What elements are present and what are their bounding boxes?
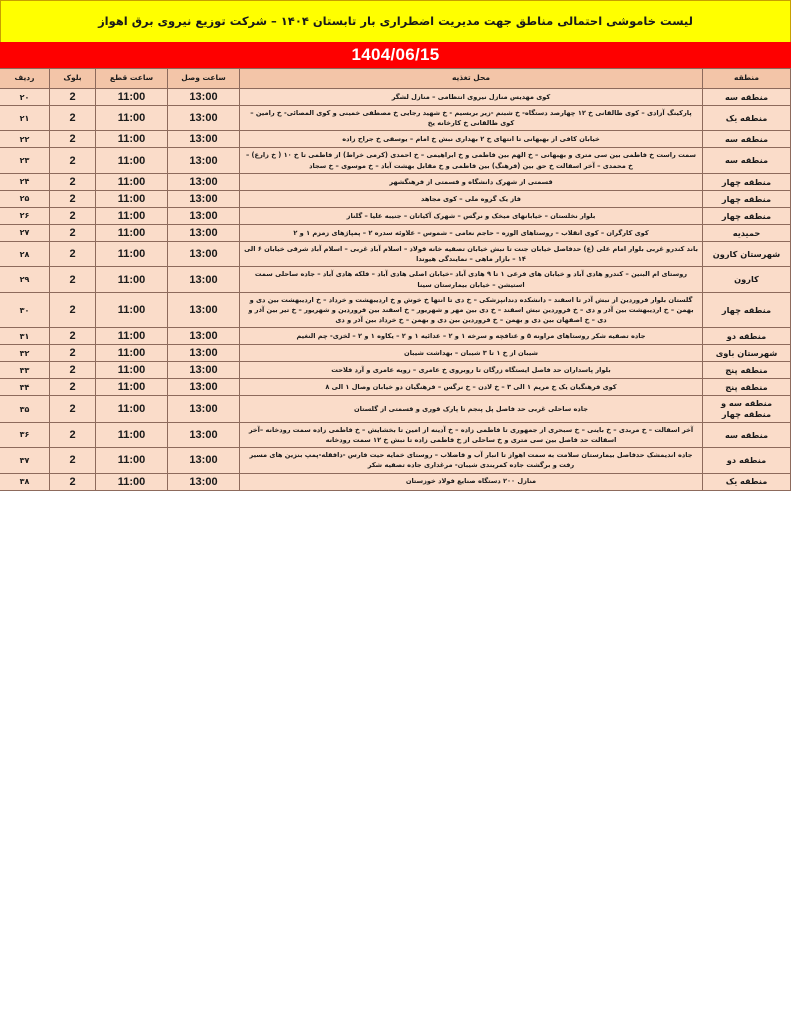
cell-row-no: ۲۹ bbox=[0, 267, 50, 292]
cell-block: 2 bbox=[50, 224, 96, 241]
cell-location: فاز یک گروه ملی – کوی مجاهد bbox=[240, 190, 703, 207]
cell-region: حمیدیه bbox=[703, 224, 791, 241]
cell-location: منازل ۲۰۰ دستگاه صنایع فولاد خوزستان bbox=[240, 473, 703, 490]
cell-location: جاده ساحلی غربی حد فاصل پل پنجم تا پارک قوری و قسمتی از گلستان bbox=[240, 396, 703, 422]
cell-location: خیابان کافی از بهبهانی تا انتهای خ ۲ بهداری نبش خ امام – یوسفی خ جراح زاده bbox=[240, 131, 703, 148]
cell-block: 2 bbox=[50, 362, 96, 379]
cell-region: منطقه سه bbox=[703, 131, 791, 148]
table-header bbox=[0, 69, 791, 89]
cell-row-no: ۲۰ bbox=[0, 89, 50, 106]
cell-time-on: 13:00 bbox=[168, 106, 240, 131]
cell-row-no: ۲۲ bbox=[0, 131, 50, 148]
cell-location: شیبان از خ ۱ تا ۳ شیبان – بهداشت شیبان bbox=[240, 345, 703, 362]
cell-row-no: ۳۶ bbox=[0, 422, 50, 447]
table-row bbox=[0, 422, 791, 447]
table-header-row bbox=[0, 69, 791, 89]
table-row bbox=[0, 106, 791, 131]
cell-time-on: 13:00 bbox=[168, 89, 240, 106]
table-row bbox=[0, 292, 791, 328]
cell-block: 2 bbox=[50, 148, 96, 173]
cell-row-no: ۲۱ bbox=[0, 106, 50, 131]
cell-region: منطقه یک bbox=[703, 106, 791, 131]
cell-time-off: 11:00 bbox=[96, 148, 168, 173]
cell-time-on: 13:00 bbox=[168, 379, 240, 396]
cell-time-off: 11:00 bbox=[96, 396, 168, 422]
table-row bbox=[0, 89, 791, 106]
cell-time-off: 11:00 bbox=[96, 292, 168, 328]
cell-block: 2 bbox=[50, 89, 96, 106]
cell-region: منطقه سه bbox=[703, 89, 791, 106]
cell-time-off: 11:00 bbox=[96, 173, 168, 190]
table-row bbox=[0, 448, 791, 473]
cell-time-off: 11:00 bbox=[96, 89, 168, 106]
table-row bbox=[0, 224, 791, 241]
cell-time-on: 13:00 bbox=[168, 396, 240, 422]
cell-time-on: 13:00 bbox=[168, 224, 240, 241]
cell-region: منطقه پنج bbox=[703, 362, 791, 379]
cell-region: منطقه سه و منطقه چهار bbox=[703, 396, 791, 422]
cell-region: منطقه دو bbox=[703, 448, 791, 473]
cell-region: کارون bbox=[703, 267, 791, 292]
cell-time-off: 11:00 bbox=[96, 473, 168, 490]
date-band bbox=[0, 42, 791, 68]
cell-block: 2 bbox=[50, 328, 96, 345]
cell-time-off: 11:00 bbox=[96, 328, 168, 345]
cell-time-off: 11:00 bbox=[96, 241, 168, 266]
cell-row-no: ۳۴ bbox=[0, 379, 50, 396]
table-row bbox=[0, 173, 791, 190]
cell-row-no: ۲۷ bbox=[0, 224, 50, 241]
cell-region: منطقه سه bbox=[703, 148, 791, 173]
schedule-date: 1404/06/15 bbox=[351, 45, 440, 64]
cell-location: کوی فرهنگیان یک خ مریم ۱ الی ۳ – خ لادن – خ نرگس – فرهنگیان دو خیابان وصال ۱ الی ۸ bbox=[240, 379, 703, 396]
table-row bbox=[0, 131, 791, 148]
table-row bbox=[0, 379, 791, 396]
outage-table bbox=[0, 68, 791, 491]
cell-region: منطقه چهار bbox=[703, 207, 791, 224]
cell-location: جاده اندیمشک حدفاصل بیمارستان سلامت به سمت اهواز تا انبار آب و فاضلاب – روستای خمایه حیت فارس -دافقله-پمپ بنزین های مسیر رفت و برگشت جاده کمربندی شیبان- مرغداری جاده تصفیه شکر bbox=[240, 448, 703, 473]
cell-block: 2 bbox=[50, 396, 96, 422]
cell-time-on: 13:00 bbox=[168, 448, 240, 473]
cell-row-no: ۳۸ bbox=[0, 473, 50, 490]
cell-time-off: 11:00 bbox=[96, 224, 168, 241]
cell-location: قسمتی از شهرک دانشگاه و قسمتی از فرهنگشهر bbox=[240, 173, 703, 190]
table-row bbox=[0, 345, 791, 362]
cell-time-on: 13:00 bbox=[168, 207, 240, 224]
cell-block: 2 bbox=[50, 241, 96, 266]
cell-block: 2 bbox=[50, 131, 96, 148]
cell-block: 2 bbox=[50, 422, 96, 447]
table-row bbox=[0, 207, 791, 224]
cell-location: جاده تصفیه شکر روستاهای مراونه ۵ و عتافچه و سرخه ۱ و ۲ – عدائیه ۱ و ۲ – یکاوه ۱ و ۲ – لخزی- چم النغیم bbox=[240, 328, 703, 345]
table-body bbox=[0, 89, 791, 491]
cell-time-on: 13:00 bbox=[168, 267, 240, 292]
column-header-block: بلوک bbox=[50, 69, 96, 89]
page-title: لیست خاموشی احتمالی مناطق جهت مدیریت اضطراری بار تابستان ۱۴۰۴ – شرکت توزیع نیروی برق اهواز bbox=[98, 13, 693, 28]
cell-block: 2 bbox=[50, 292, 96, 328]
cell-block: 2 bbox=[50, 207, 96, 224]
cell-time-off: 11:00 bbox=[96, 267, 168, 292]
cell-row-no: ۲۳ bbox=[0, 148, 50, 173]
cell-time-off: 11:00 bbox=[96, 207, 168, 224]
cell-block: 2 bbox=[50, 473, 96, 490]
cell-time-on: 13:00 bbox=[168, 473, 240, 490]
table-row bbox=[0, 267, 791, 292]
table-row bbox=[0, 241, 791, 266]
cell-block: 2 bbox=[50, 379, 96, 396]
cell-region: منطقه چهار bbox=[703, 292, 791, 328]
cell-region: منطقه پنج bbox=[703, 379, 791, 396]
cell-time-off: 11:00 bbox=[96, 345, 168, 362]
cell-time-off: 11:00 bbox=[96, 131, 168, 148]
cell-time-on: 13:00 bbox=[168, 345, 240, 362]
column-header-row-no: ردیف bbox=[0, 69, 50, 89]
cell-location: کوی مهدیس منازل نیروی انتظامی – منازل لشگر bbox=[240, 89, 703, 106]
cell-time-on: 13:00 bbox=[168, 422, 240, 447]
cell-location: باند کندرو غربی بلوار امام علی (ع) حدفاصل خیابان جنت تا نبش خیابان تصفیه خانه فولاد – اسلام آباد غربی – اسلام آباد شرقی خیابان ۶ الی ۱۴ – بازار ماهی – نمایندگی هیوندا bbox=[240, 241, 703, 266]
cell-time-on: 13:00 bbox=[168, 190, 240, 207]
column-header-time-off: ساعت قطع bbox=[96, 69, 168, 89]
cell-time-on: 13:00 bbox=[168, 362, 240, 379]
table-row bbox=[0, 190, 791, 207]
cell-row-no: ۲۸ bbox=[0, 241, 50, 266]
cell-time-on: 13:00 bbox=[168, 148, 240, 173]
cell-row-no: ۳۰ bbox=[0, 292, 50, 328]
cell-block: 2 bbox=[50, 106, 96, 131]
cell-region: منطقه یک bbox=[703, 473, 791, 490]
cell-time-on: 13:00 bbox=[168, 328, 240, 345]
cell-location: سمت راست خ فاطمی بین سی متری و بهبهانی – خ الهم بین فاطمی و خ ابراهیمی – خ احمدی (کرمی خراط) از فاطمی تا خ ۱۰ ( خ زارع) – خ محمدی – آخر اسفالت خ حق بین (فرهنگ) بین فاطمی و خ مقابل بهشت آباد – خ موسوی – خ سجاد bbox=[240, 148, 703, 173]
column-header-location: محل تغذیه bbox=[240, 69, 703, 89]
cell-region: شهرستان کارون bbox=[703, 241, 791, 266]
table-row bbox=[0, 328, 791, 345]
table-row bbox=[0, 473, 791, 490]
cell-row-no: ۳۱ bbox=[0, 328, 50, 345]
cell-row-no: ۳۲ bbox=[0, 345, 50, 362]
cell-time-on: 13:00 bbox=[168, 241, 240, 266]
cell-block: 2 bbox=[50, 267, 96, 292]
cell-row-no: ۲۵ bbox=[0, 190, 50, 207]
cell-block: 2 bbox=[50, 190, 96, 207]
cell-block: 2 bbox=[50, 173, 96, 190]
cell-time-off: 11:00 bbox=[96, 362, 168, 379]
cell-region: منطقه چهار bbox=[703, 190, 791, 207]
cell-location: گلستان بلوار فروردین از نبش آذر تا اسفند – دانشکده دندانپزشکی – خ دی تا انتها خ خوش و خ اردیبهشت و خرداد – خ اردیبهشت بین دی و بهمن – خ اردیبهشت بین آذر و دی – خ فروردین نبش اسفند – خ دی بین مهر و شهریور – خ اسفند بین فروردین و شهریور – خ تیر بین آذر و دی – خ اصفهان بین دی و بهمن – خ فروردین بین دی و بهمن – خ خرداد بین آذر و دی bbox=[240, 292, 703, 328]
cell-block: 2 bbox=[50, 345, 96, 362]
cell-row-no: ۲۶ bbox=[0, 207, 50, 224]
cell-location: پارکینگ آزادی – کوی طالقانی خ ۱۲ چهارصد دستگاه- خ شبنم -زیر بربسیم - خ شهید رجایی خ مصطفی خمینی و کوی المصائی- خ رامین – کوی طالقانی خ کارخانه یخ bbox=[240, 106, 703, 131]
cell-location: روستای ام البنین – کندرو هادی آباد و خیابان های فرعی ۱ تا ۹ هادی آباد –خیابان اصلی هادی آباد – فلکه هادی آباد – جاده ساحلی سمت استیشن – خیابان بیمارستان سینا bbox=[240, 267, 703, 292]
cell-time-off: 11:00 bbox=[96, 379, 168, 396]
cell-region: شهرستان باوی bbox=[703, 345, 791, 362]
cell-location: آخر اسفالت – خ مربدی – خ باینی – خ سبحری از جمهوری تا فاطمی زاده – خ آدینه از امین تا بخشایش – خ فاطمی زاده سمت رودخانه –آخر اسفالت حد فاصل بین سی متری و خ ساحلی از خ فاطمی زاده تا نبش خ ۱۲ سمت رودخانه bbox=[240, 422, 703, 447]
column-header-region: منطقه bbox=[703, 69, 791, 89]
cell-time-on: 13:00 bbox=[168, 173, 240, 190]
cell-row-no: ۳۵ bbox=[0, 396, 50, 422]
cell-time-off: 11:00 bbox=[96, 422, 168, 447]
column-header-time-on: ساعت وصل bbox=[168, 69, 240, 89]
cell-location: بلوار پاسداران حد فاصل ایستگاه زرگان تا روبروی خ عامری – زویه عامری و آرد فلاحت bbox=[240, 362, 703, 379]
cell-location: بلوار نخلستان – خیابانهای میخک و نرگس – شهرک آکیاتان – جنیبه علیا – گلناز bbox=[240, 207, 703, 224]
title-band bbox=[0, 0, 791, 42]
cell-region: منطقه چهار bbox=[703, 173, 791, 190]
table-row bbox=[0, 362, 791, 379]
cell-time-off: 11:00 bbox=[96, 106, 168, 131]
cell-time-on: 13:00 bbox=[168, 292, 240, 328]
cell-time-on: 13:00 bbox=[168, 131, 240, 148]
table-row bbox=[0, 396, 791, 422]
cell-row-no: ۳۷ bbox=[0, 448, 50, 473]
cell-row-no: ۳۳ bbox=[0, 362, 50, 379]
cell-location: کوی کارگران – کوی انقلاب – روستاهای الوزه – حاجم نعامی – شموس – علاوئه سدره ۲ – پمپاژهای زمزم ۱ و ۲ bbox=[240, 224, 703, 241]
cell-time-off: 11:00 bbox=[96, 448, 168, 473]
cell-region: منطقه سه bbox=[703, 422, 791, 447]
cell-row-no: ۲۴ bbox=[0, 173, 50, 190]
cell-block: 2 bbox=[50, 448, 96, 473]
cell-region: منطقه دو bbox=[703, 328, 791, 345]
cell-time-off: 11:00 bbox=[96, 190, 168, 207]
table-row bbox=[0, 148, 791, 173]
